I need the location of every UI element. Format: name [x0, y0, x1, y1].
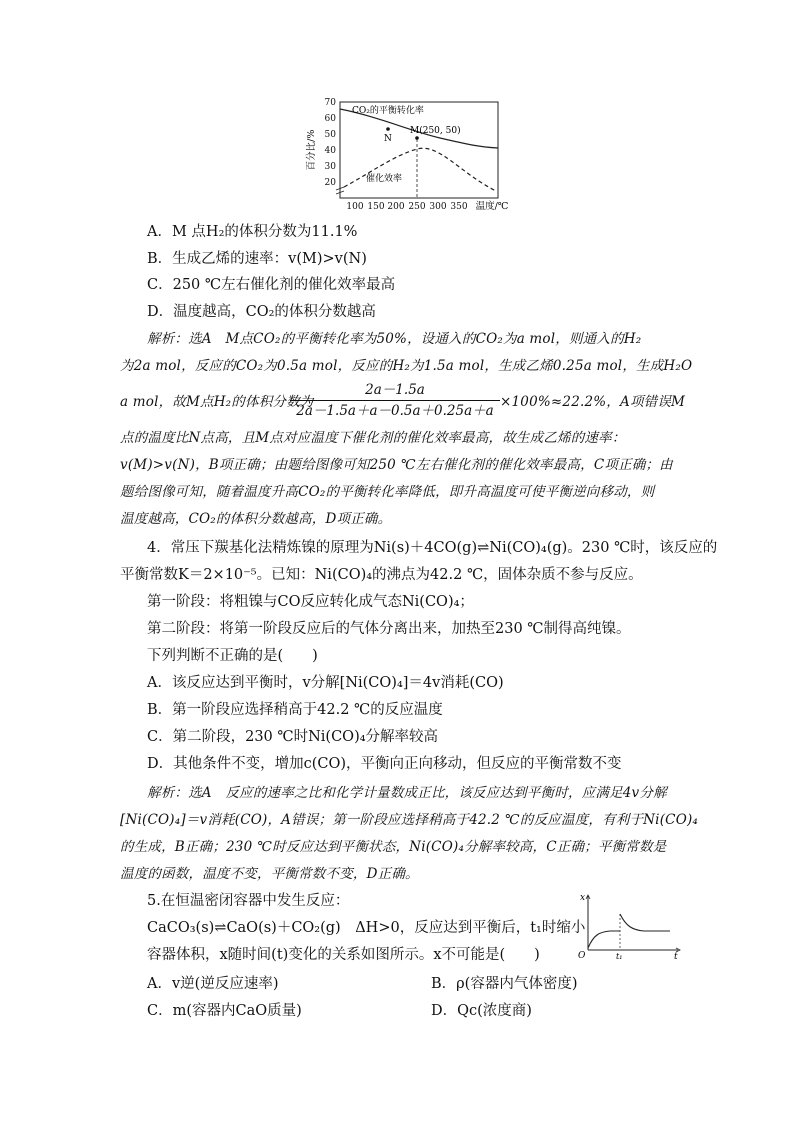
- y-tick: 30: [324, 162, 336, 172]
- q4-option-d: D．其他条件不变，增加c(CO)，平衡向正向移动，但反应的平衡常数不变: [147, 756, 622, 772]
- q3-fraction: [290, 382, 500, 419]
- efficiency-curve: [344, 148, 496, 191]
- y-tick: 60: [324, 114, 336, 124]
- q3-solution-line-1: 解析：选A M点CO₂的平衡转化率为50%，设通入的CO₂为a mol，则通入的H₂: [147, 331, 642, 347]
- efficiency-curve-label: 催化效率: [366, 174, 403, 184]
- equilibrium-chart: [300, 95, 530, 217]
- q3-solution-line-6: 题给图像可知，随着温度升高CO₂的平衡转化率降低，即升高温度可使平衡逆向移动，则: [120, 484, 655, 500]
- q5-option-d: D．Qc(浓度商): [431, 1003, 532, 1019]
- q4-solution-line-3: 的生成，B正确；230 ℃时反应达到平衡状态，Ni(CO)₄分解率较高，C正确；平衡常数是: [120, 839, 667, 855]
- q4-solution-line-1: 解析：选A 反应的速率之比和化学计量数成正比，该反应达到平衡时，应满足4v分解: [147, 785, 667, 801]
- q4-option-b: B．第一阶段应选择稍高于42.2 ℃的反应温度: [147, 702, 443, 718]
- q4-question: 下列判断不正确的是( ): [147, 648, 318, 664]
- origin-label: O: [578, 951, 586, 960]
- q4-stage-2: 第二阶段：将第一阶段反应后的气体分离出来，加热至230 ℃制得高纯镍。: [147, 621, 631, 637]
- t-axis-label: t: [674, 952, 678, 960]
- q4-option-c: C．第二阶段，230 ℃时Ni(CO)₄分解率较高: [147, 729, 439, 745]
- x-tick: 200: [387, 202, 405, 212]
- x-curve-after-t1: [620, 914, 670, 931]
- q3-option-d: D．温度越高，CO₂的体积分数越高: [147, 304, 376, 320]
- q3-solution-line-3-prefix: a mol，故M点H₂的体积分数为: [120, 394, 314, 410]
- q4-solution-line-4: 温度的函数，温度不变，平衡常数不变，D正确。: [120, 866, 419, 882]
- x-tick: 150: [367, 202, 385, 212]
- q5-option-c: C．m(容器内CaO质量): [147, 1003, 302, 1019]
- fraction-bar: [290, 400, 500, 401]
- y-axis-label: 百分比/%: [306, 129, 317, 171]
- q3-solution-line-2: 为2a mol，反应的CO₂为0.5a mol，反应的H₂为1.5a mol，生成乙烯0.25a mol，生成H₂O: [120, 358, 693, 374]
- x-axis-label: 温度/℃: [475, 201, 509, 212]
- point-m: [415, 136, 419, 140]
- q4-solution-line-2: [Ni(CO)₄]＝v消耗(CO)，A错误；第一阶段应选择稍高于42.2 ℃的反应温度，有利于Ni(CO)₄: [120, 812, 699, 828]
- fraction-denominator: 2a－1.5a＋a－0.5a＋0.25a＋a: [296, 403, 494, 419]
- conversion-curve-label: CO₂的平衡转化率: [352, 106, 424, 116]
- q5-stem-line-2: CaCO₃(s)⇌CaO(s)＋CO₂(g) ΔH>0，反应达到平衡后，t₁时缩小: [147, 920, 586, 936]
- y-tick: 20: [324, 178, 336, 188]
- x-tick: 250: [408, 202, 426, 212]
- q3-solution-line-5: v(M)>v(N)，B项正确；由题给图像可知250 ℃左右催化剂的催化效率最高，C项正确；由: [120, 457, 673, 473]
- x-curve-before-t1: [588, 931, 620, 948]
- x-tick: 300: [429, 202, 447, 212]
- fraction-numerator: 2a－1.5a: [365, 382, 425, 398]
- q4-stem-line-1: 4．常压下羰基化法精炼镍的原理为Ni(s)＋4CO(g)⇌Ni(CO)₄(g)。230 ℃时，该反应的: [147, 540, 718, 556]
- q3-option-b: B．生成乙烯的速率：v(M)>v(N): [147, 251, 367, 267]
- q3-solution-line-4: 点的温度比N点高，且M点对应温度下催化剂的催化效率最高，故生成乙烯的速率：: [120, 430, 626, 446]
- x-vs-time-chart: [574, 890, 684, 960]
- point-n-label: N: [384, 134, 392, 144]
- q5-option-b: B．ρ(容器内气体密度): [431, 976, 578, 992]
- y-tick: 50: [324, 130, 336, 140]
- q3-solution-line-7: 温度越高，CO₂的体积分数越高，D项正确。: [120, 511, 392, 527]
- q5-option-a: A．v逆(逆反应速率): [147, 976, 279, 992]
- point-n: [386, 127, 390, 131]
- q3-option-a: A．M 点H₂的体积分数为11.1%: [147, 224, 358, 240]
- y-tick: 40: [324, 146, 336, 156]
- q4-stage-1: 第一阶段：将粗镍与CO反应转化成气态Ni(CO)₄；: [147, 594, 474, 610]
- x-tick: 100: [346, 202, 364, 212]
- q4-stem-line-2: 平衡常数K＝2×10⁻⁵。已知：Ni(CO)₄的沸点为42.2 ℃，固体杂质不参与反应。: [120, 567, 643, 583]
- q3-solution-line-3-suffix: ×100%≈22.2%，A项错误M: [500, 394, 686, 410]
- x-tick: 350: [450, 202, 468, 212]
- plot-frame: [340, 102, 498, 198]
- t1-label: t₁: [616, 952, 623, 960]
- q3-option-c: C．250 ℃左右催化剂的催化效率最高: [147, 277, 396, 293]
- q5-stem-line-3: 容器体积，x随时间(t)变化的关系如图所示。x不可能是( ): [147, 947, 540, 963]
- point-m-label: M(250, 50): [410, 126, 461, 136]
- y-tick: 70: [324, 98, 336, 108]
- x-axis-label: x: [580, 893, 586, 903]
- q5-stem-line-1: 5.在恒温密闭容器中发生反应：: [147, 893, 350, 909]
- q4-option-a: A．该反应达到平衡时，v分解[Ni(CO)₄]＝4v消耗(CO): [147, 675, 504, 691]
